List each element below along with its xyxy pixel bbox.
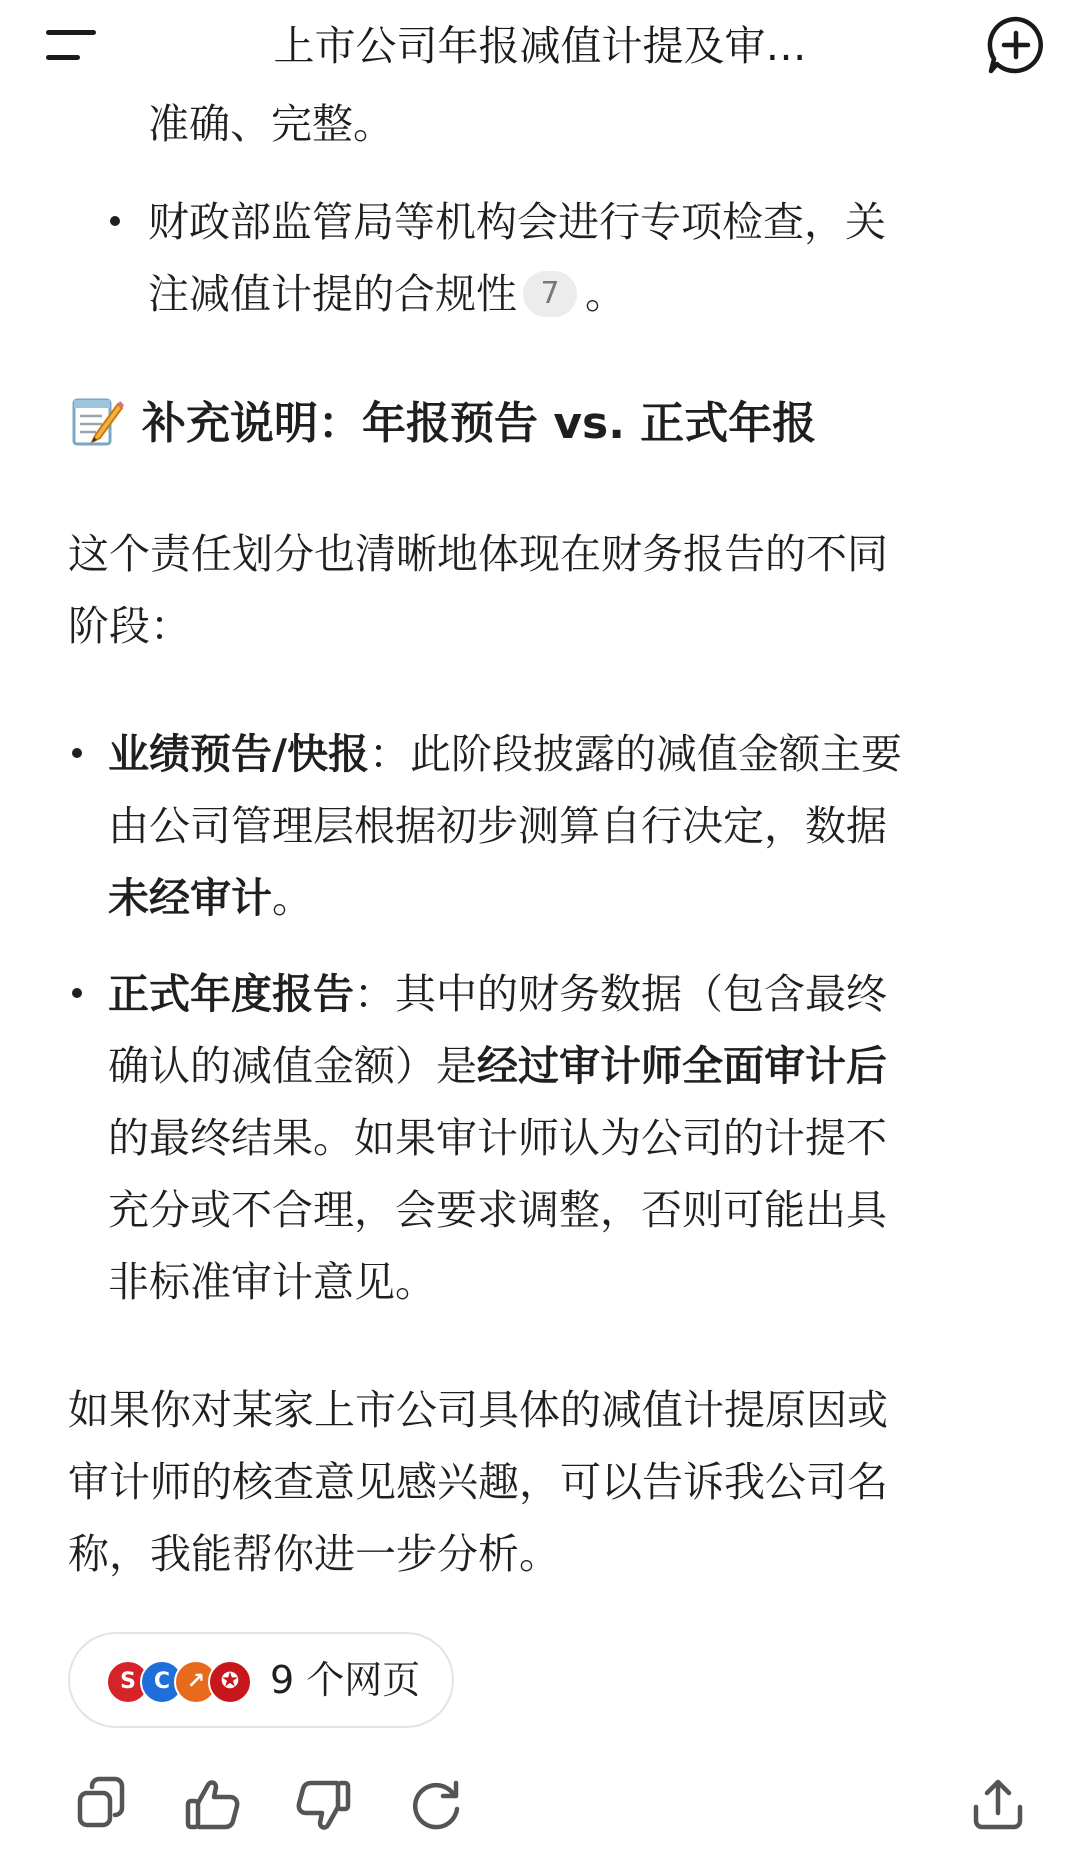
source-logo-icon: ↗: [174, 1660, 218, 1704]
thumbs-up-icon[interactable]: [182, 1775, 242, 1835]
source-logo-icon: S: [106, 1660, 150, 1704]
list-item-text-segment: 此阶段披露的减值金额主要: [409, 730, 902, 778]
source-logos: [106, 1660, 256, 1704]
list-item-text-segment: 。: [585, 270, 626, 318]
section-heading: [68, 392, 816, 456]
list-item-text: 由公司管理层根据初步测算自行决定，数据: [108, 802, 887, 850]
list-item-continuation: 准确、完整。: [148, 100, 394, 148]
bullet-dot: [72, 748, 82, 758]
top-bar: [0, 0, 1080, 92]
sources-count-label: 9 个网页: [270, 1658, 421, 1702]
paragraph-text: 审计师的核查意见感兴趣，可以告诉我公司名: [68, 1458, 888, 1506]
list-item-text: [108, 1038, 887, 1094]
bullet-dot: [72, 988, 82, 998]
list-item-text: [108, 870, 313, 926]
list-item-text-segment: 其中的财务数据（包含最终: [395, 970, 887, 1018]
bullet-dot: [110, 216, 120, 226]
share-icon[interactable]: [968, 1775, 1028, 1835]
list-item-emphasis: 未经审计: [108, 874, 272, 922]
regenerate-icon[interactable]: [406, 1775, 466, 1835]
thumbs-down-icon[interactable]: [294, 1775, 354, 1835]
list-item-text-segment: 注减值计提的合规性: [148, 270, 517, 318]
list-item-text-segment: 确认的减值金额）是: [108, 1042, 477, 1090]
list-item-text: 的最终结果。如果审计师认为公司的计提不: [108, 1114, 887, 1162]
paragraph-text: 如果你对某家上市公司具体的减值计提原因或: [68, 1386, 888, 1434]
list-item-text-segment: 。: [272, 874, 313, 922]
message-action-bar: [0, 1775, 1080, 1845]
memo-icon: [68, 394, 124, 450]
list-item-text: [148, 266, 626, 322]
list-item-text: 非标准审计意见。: [108, 1258, 436, 1306]
list-item-label: 正式年度报告: [108, 970, 354, 1018]
paragraph-text: 阶段：: [68, 602, 191, 650]
copy-icon[interactable]: [70, 1775, 130, 1835]
list-item-text: [108, 966, 887, 1022]
list-item-text: 财政部监管局等机构会进行专项检查，关: [148, 198, 886, 246]
emblem-logo-icon: ✪: [208, 1660, 252, 1704]
section-heading-text: 补充说明：年报预告 vs. 正式年报: [142, 398, 817, 449]
list-item-text: [108, 726, 902, 782]
new-chat-icon[interactable]: [985, 14, 1047, 76]
paragraph-text: 称，我能帮你进一步分析。: [68, 1530, 560, 1578]
sources-button[interactable]: [68, 1632, 454, 1728]
citation-badge[interactable]: 7: [523, 271, 577, 317]
list-item-text-segment: ：: [354, 970, 395, 1018]
conversation-title[interactable]: 上市公司年报减值计提及审…: [273, 22, 807, 70]
list-item-text: 充分或不合理，会要求调整，否则可能出具: [108, 1186, 887, 1234]
list-item-label: 业绩预告/快报: [108, 730, 369, 778]
menu-icon[interactable]: [44, 24, 104, 68]
list-item-emphasis: 经过审计师全面审计后: [477, 1042, 887, 1090]
source-logo-icon: C: [140, 1660, 184, 1704]
paragraph-text: 这个责任划分也清晰地体现在财务报告的不同: [68, 530, 888, 578]
list-item-text-segment: ：: [368, 730, 410, 778]
